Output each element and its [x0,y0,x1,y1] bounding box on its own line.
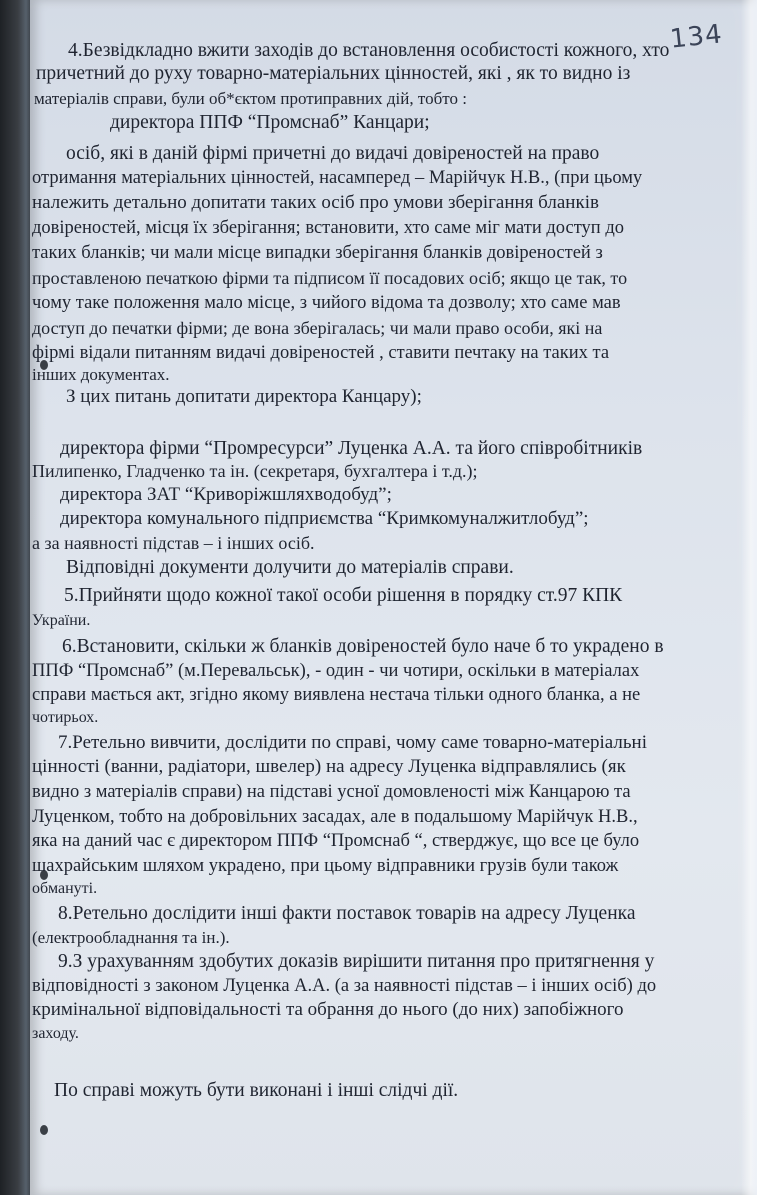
text-line: 4.Безвідкладно вжити заходів до встановлення особистості кожного, хто [68,40,670,61]
text-line: З цих питань допитати директора Канцару); [66,386,422,407]
text-line: 6.Встановити, скільки ж бланків довіреностей було наче б то украдено в [62,636,664,657]
text-line: причетний до руху товарно-матеріальних цінностей, які , як то видно із [36,63,631,84]
text-line: 5.Прийняти щодо кожної такої особи рішення в порядку ст.97 КПК [64,585,623,606]
text-line: належить детально допитати таких осіб про умови зберігання бланків [32,192,599,213]
text-line: таких бланків; чи мали місце випадки зберігання бланків довіреностей з [32,243,603,263]
text-line: директора фірми “Промресурси” Луценка А.А. та його співробітників [60,438,643,459]
text-line: видно з матеріалів справи) на підставі усної домовленості між Канцарою та [32,782,631,802]
text-line: інших документах. [32,365,170,384]
text-line: довіреностей, місця їх зберігання; встановити, хто саме міг мати доступ до [32,218,624,238]
document-page [30,0,757,1195]
text-line: По справі можуть бути виконані і інші слідчі дії. [54,1080,459,1101]
text-line: директора ЗАТ “Криворіжшляхводобуд”; [60,484,392,505]
text-line: фірмі відали питанням видачі довіреностей , ставити печтаку на таких та [32,343,610,363]
text-line: осіб, які в даній фірмі причетні до видачі довіреностей на право [66,143,600,164]
text-line: цінності (ванни, радіатори, швелер) на адресу Луценка відправлялись (як [32,756,626,777]
text-line: України. [32,612,91,629]
text-line: Відповідні документи долучити до матеріалів справи. [66,557,514,578]
text-line: чому таке положення мало місце, з чийого відома та дозволу; хто саме мав [32,293,621,313]
text-line: директора ППФ “Промснаб” Канцари; [110,112,430,133]
text-line: заходу. [32,1025,79,1042]
text-line: (електрообладнання та ін.). [32,928,230,947]
text-line: директора комунального підприємства “Кримкомуналжитлобуд”; [60,508,589,529]
text-line: 7.Ретельно вивчити, дослідити по справі, чому саме товарно-матеріальні [58,732,647,753]
text-line: 8.Ретельно дослідити інші факти поставок товарів на адресу Луценка [58,903,636,924]
text-line: отримання матеріальних цінностей, насамперед – Марійчук Н.В., (при цьому [32,168,643,188]
text-line: ППФ “Промснаб” (м.Перевальськ), - один - чи чотири, оскільки в матеріалах [32,661,640,681]
text-line: яка на даний час є директором ППФ “Промснаб “, стверджує, що все це було [32,831,640,851]
text-line: кримінальної відповідальності та обрання до нього (до них) запобіжного [32,999,624,1020]
text-line: 9.З урахуванням здобутих доказів вирішити питання про притягнення у [58,951,655,972]
text-line: матеріалів справи, були об*єктом протиправних дій, тобто : [34,89,467,108]
handwritten-page-number: 134 [668,19,725,55]
text-line: відповідності з законом Луценка А.А. (а за наявності підстав – і інших осіб) до [32,976,657,996]
text-line: справи мається акт, згідно якому виявлена нестача тільки одного бланка, а не [32,685,641,705]
text-line: доступ до печатки фірми; де вона зберігалась; чи мали право особи, які на [32,318,603,338]
binding-hole [40,1125,48,1135]
text-line: шахрайським шляхом украдено, при цьому відправники грузів були також [32,856,619,876]
text-line: обмануті. [32,880,98,897]
text-line: проставленою печаткою фірми та підписом її посадових осіб; якщо це так, то [32,268,628,288]
text-line: а за наявності підстав – і інших осіб. [32,533,315,553]
page-edge-highlight [741,0,757,1195]
text-line: Луценком, тобто на добровільних засадах, але в подальшому Марійчук Н.В., [32,807,638,827]
text-line: чотирьох. [32,709,99,726]
text-line: Пилипенко, Гладченко та ін. (секретаря, бухгалтера і т.д.); [32,461,478,481]
